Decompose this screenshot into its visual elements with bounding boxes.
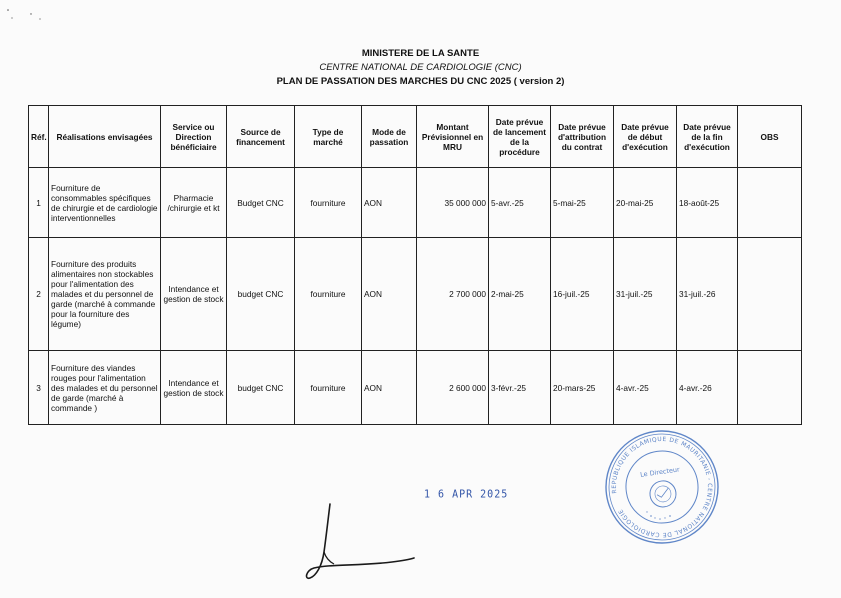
cell-obs [738,351,802,425]
cell-attribution: 16-juil.-25 [551,238,614,351]
cell-realisation: Fourniture des viandes rouges pour l'alimentation des malades et du personnel de garde (marché à commande ) [49,351,161,425]
cell-obs [738,238,802,351]
cell-source: budget CNC [227,351,295,425]
official-seal-image [603,428,721,546]
cell-montant: 2 600 000 [417,351,489,425]
cell-service: Intendance et gestion de stock [161,351,227,425]
col-header-attribution: Date prévue d'attribution du contrat [551,106,614,168]
cell-mode: AON [362,351,417,425]
cell-debut: 20-mai-25 [614,168,677,238]
cell-debut: 4-avr.-25 [614,351,677,425]
col-header-lancement: Date prévue de lancement de la procédure [489,106,551,168]
cell-fin: 4-avr.-26 [677,351,738,425]
col-header-montant: Montant Prévisionnel en MRU [417,106,489,168]
col-header-type: Type de marché [295,106,362,168]
date-stamp: 1 6 APR 2025 [424,488,509,501]
col-header-ref: Réf. [29,106,49,168]
table-row [29,351,802,425]
procurement-plan-table [28,105,802,425]
cell-service: Intendance et gestion de stock [161,238,227,351]
cell-mode: AON [362,168,417,238]
cell-type: fourniture [295,238,362,351]
cell-ref: 3 [29,351,49,425]
table-header-row [29,106,802,168]
seal-ring-text: REPUBLIQUE ISLAMIQUE DE MAURITANIE - CENTRE NATIONAL DE CARDIOLOGIE [610,435,714,539]
cell-type: fourniture [295,168,362,238]
svg-text:REPUBLIQUE ISLAMIQUE DE MAURIT [604,429,719,544]
cell-lancement: 3-févr.-25 [489,351,551,425]
cell-service: Pharmacie /chirurgie et kt [161,168,227,238]
col-header-source: Source de financement [227,106,295,168]
cell-attribution: 20-mars-25 [551,351,614,425]
cell-lancement: 5-avr.-25 [489,168,551,238]
scan-specks-decoration [0,0,60,40]
cell-attribution: 5-mai-25 [551,168,614,238]
col-header-realisation: Réalisations envisagées [49,106,161,168]
center-name: CENTRE NATIONAL DE CARDIOLOGIE (CNC) [319,62,522,73]
seal-center-text: Le Directeur [639,465,681,479]
table-row [29,238,802,351]
col-header-debut: Date prévue de début d'exécution [614,106,677,168]
cell-ref: 1 [29,168,49,238]
cell-source: budget CNC [227,238,295,351]
cell-montant: 35 000 000 [417,168,489,238]
table-row [29,168,802,238]
cell-type: fourniture [295,351,362,425]
cell-ref: 2 [29,238,49,351]
cell-mode: AON [362,238,417,351]
cell-debut: 31-juil.-25 [614,238,677,351]
col-header-mode: Mode de passation [362,106,417,168]
cell-fin: 31-juil.-26 [677,238,738,351]
col-header-obs: OBS [738,106,802,168]
cell-montant: 2 700 000 [417,238,489,351]
cell-fin: 18-août-25 [677,168,738,238]
cell-lancement: 2-mai-25 [489,238,551,351]
cell-realisation: Fourniture des produits alimentaires non stockables pour l'alimentation des malades et du personnel de garde (marché à commande pour la fourniture des légume) [49,238,161,351]
col-header-service: Service ou Direction bénéficiaire [161,106,227,168]
ministry-title: MINISTERE DE LA SANTE [361,48,480,59]
cell-realisation: Fourniture de consommables spécifiques de chirurgie et de cardiologie interventionnelles [49,168,161,238]
cell-source: Budget CNC [227,168,295,238]
col-header-fin: Date prévue de la fin d'exécution [677,106,738,168]
signature-image [300,500,420,590]
plan-title: PLAN DE PASSATION DES MARCHES DU CNC 2025 ( version 2) [276,76,565,87]
cell-obs [738,168,802,238]
